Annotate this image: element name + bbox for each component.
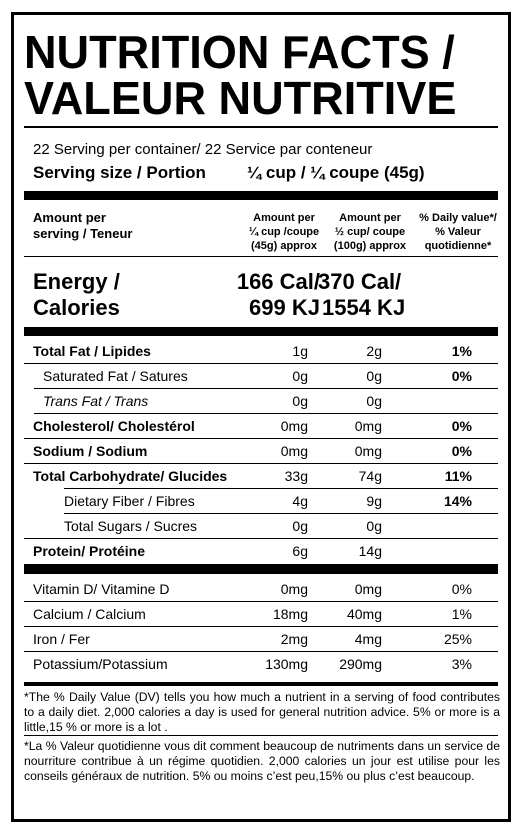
energy-col2-cal: 370 Cal/ (318, 269, 402, 294)
vitamin-value-half-cup: 40mg (346, 606, 382, 622)
divider (24, 256, 498, 257)
nutrient-value-half-cup: 0mg (354, 418, 382, 434)
title-line-2: VALEUR NUTRITIVE (24, 72, 457, 124)
nutrient-row (14, 389, 508, 414)
nutrient-name: Protein/ Protéine (33, 543, 146, 559)
col2-line-2: ½ cup/ coupe (334, 226, 406, 238)
nutrient-name: Sodium / Sodium (33, 443, 148, 459)
energy-quarter-cup (224, 269, 320, 321)
vitamin-value-quarter-cup: 18mg (272, 606, 308, 622)
nutrient-row (14, 339, 508, 364)
vitamin-daily-value: 25% (443, 631, 472, 647)
vitamin-value-quarter-cup: 130mg (265, 656, 308, 672)
nutrient-name: Saturated Fat / Satures (43, 368, 188, 384)
col1-line-3: (45g) approx (250, 240, 317, 252)
vitamin-value-half-cup: 290mg (339, 656, 382, 672)
nutrient-daily-value: 0% (451, 418, 472, 434)
nutrient-daily-value: 14% (443, 493, 472, 509)
vitamin-row (14, 577, 508, 602)
nutrient-value-quarter-cup: 33g (284, 468, 308, 484)
nutrient-row (14, 364, 508, 389)
serving-size-value: ¼ cup / ¼ coupe (45g) (247, 163, 425, 182)
energy-col1-cal: 166 Cal/ (236, 269, 320, 294)
nutrient-row (14, 414, 508, 439)
column-header-quarter-cup (242, 211, 326, 253)
energy-half-cup (318, 269, 418, 321)
vitamin-row (14, 627, 508, 652)
col2-line-1: Amount per (339, 212, 401, 224)
footnote-english: *The % Daily Value (DV) tells you how much a nutrient in a serving of food contributes to a daily diet. 2,000 calories a day is used for general nutrition advice. 5% or more is a little,15 % or more is a lot . (24, 690, 500, 734)
vitamin-daily-value: 0% (451, 581, 472, 597)
thick-divider (24, 191, 498, 200)
nutrition-facts-panel (11, 12, 511, 822)
serving-size-label: Serving size / Portion (33, 163, 206, 182)
energy-col1-kj: 699 KJ (249, 295, 320, 320)
energy-label-line-1: Energy / (33, 269, 120, 294)
nutrient-row (14, 539, 508, 564)
vitamin-daily-value: 1% (451, 606, 472, 622)
nutrient-daily-value: 1% (451, 343, 472, 359)
nutrient-row (14, 464, 508, 489)
divider (24, 682, 498, 686)
thick-divider (24, 564, 498, 574)
nutrient-value-quarter-cup: 1g (292, 343, 308, 359)
nutrient-value-quarter-cup: 0mg (280, 443, 308, 459)
amount-per-header (33, 210, 132, 242)
vitamin-value-quarter-cup: 2mg (280, 631, 308, 647)
column-header-daily-value (412, 211, 504, 253)
nutrient-value-half-cup: 0g (366, 393, 382, 409)
nutrient-value-half-cup: 74g (358, 468, 382, 484)
nutrient-value-quarter-cup: 6g (292, 543, 308, 559)
nutrient-name: Total Sugars / Sucres (64, 518, 198, 534)
nutrient-value-quarter-cup: 0mg (280, 418, 308, 434)
divider (24, 735, 498, 736)
vitamin-name: Iron / Fer (33, 631, 90, 647)
col3-line-2: % Valeur (435, 226, 481, 238)
servings-per-container: 22 Serving per container/ 22 Service par conteneur (33, 141, 373, 158)
vitamin-value-quarter-cup: 0mg (280, 581, 308, 597)
vitamin-row (14, 602, 508, 627)
vitamin-name: Vitamin D/ Vitamine D (33, 581, 170, 597)
divider (24, 126, 498, 128)
vitamin-name: Potassium/Potassium (33, 656, 168, 672)
nutrient-value-half-cup: 0g (366, 518, 382, 534)
vitamin-value-half-cup: 4mg (354, 631, 382, 647)
nutrient-value-half-cup: 9g (366, 493, 382, 509)
energy-col2-kj: 1554 KJ (322, 295, 406, 320)
vitamin-row (14, 652, 508, 677)
nutrient-name: Cholesterol/ Cholestérol (33, 418, 195, 434)
vitamin-daily-value: 3% (451, 656, 472, 672)
nutrient-daily-value: 11% (444, 468, 472, 484)
nutrient-name: Dietary Fiber / Fibres (64, 493, 195, 509)
col2-line-3: (100g) approx (333, 240, 407, 252)
nutrient-row (14, 489, 508, 514)
nutrient-row (14, 439, 508, 464)
serving-size (33, 163, 425, 183)
nutrient-row (14, 514, 508, 539)
serving-teneur-label: serving / Teneur (33, 226, 133, 241)
nutrient-value-quarter-cup: 0g (292, 368, 308, 384)
nutrient-value-half-cup: 0mg (354, 443, 382, 459)
nutrient-name: Total Carbohydrate/ Glucides (33, 468, 228, 484)
title-line-1: NUTRITION FACTS / (24, 26, 455, 78)
vitamin-name: Calcium / Calcium (33, 606, 146, 622)
nutrient-value-quarter-cup: 4g (292, 493, 308, 509)
col1-line-1: Amount per (253, 212, 315, 224)
nutrition-title (24, 26, 494, 124)
vitamin-value-half-cup: 0mg (354, 581, 382, 597)
footnote-french: *La % Valeur quotidienne vous dit comment beaucoup de nutriments dans un service de nourriture contribue à un régime quotidien. 2,000 calories un jour est utilise pour les conseils généraux de nutrition. 5% ou moins c’est peu,15% ou plus c’est beaucoup. (24, 739, 500, 783)
col3-line-3: quotidienne* (424, 240, 492, 252)
col3-line-1: % Daily value*/ (419, 212, 497, 224)
nutrient-value-quarter-cup: 0g (292, 393, 308, 409)
nutrient-value-half-cup: 0g (366, 368, 382, 384)
nutrient-value-half-cup: 2g (366, 343, 382, 359)
column-header-half-cup (328, 211, 412, 253)
energy-label-line-2: Calories (33, 295, 120, 320)
amount-per-label: Amount per (33, 210, 106, 225)
col1-line-2: ¼ cup /coupe (248, 226, 320, 238)
nutrient-name: Trans Fat / Trans (43, 393, 149, 409)
energy-label (33, 269, 120, 321)
nutrient-value-half-cup: 14g (358, 543, 382, 559)
nutrient-name: Total Fat / Lipides (33, 343, 151, 359)
nutrient-value-quarter-cup: 0g (292, 518, 308, 534)
thick-divider (24, 327, 498, 336)
nutrient-daily-value: 0% (451, 368, 472, 384)
nutrient-daily-value: 0% (451, 443, 472, 459)
